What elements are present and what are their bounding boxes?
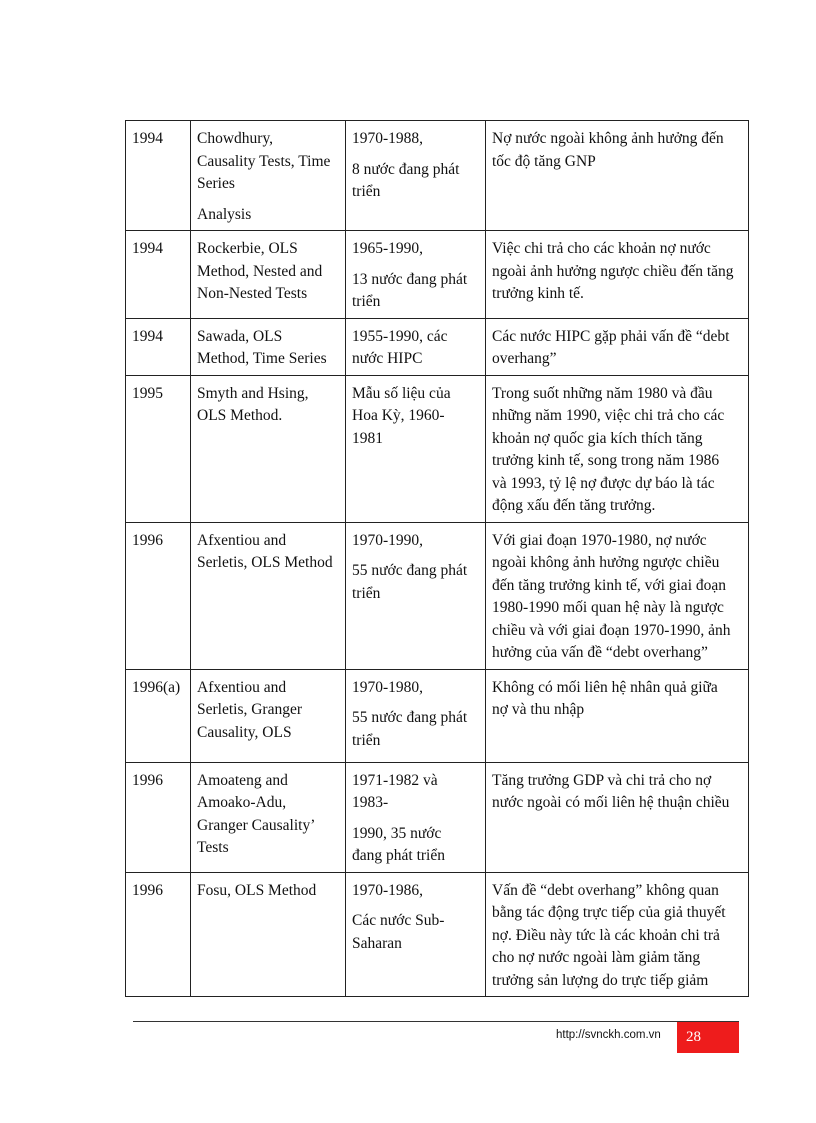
table-row bbox=[126, 231, 749, 319]
table-row bbox=[126, 872, 749, 997]
table-row bbox=[126, 669, 749, 762]
result-cell: Không có mối liên hệ nhân quả giữa nợ và thu nhập bbox=[486, 669, 749, 762]
year-cell: 1994 bbox=[126, 121, 191, 231]
result-cell: Trong suốt những năm 1980 và đầu những năm 1990, việc chi trả cho các khoản nợ quốc gia kích thích tăng trưởng kinh tế, song trong năm 1986 và 1993, tỷ lệ nợ được dự báo là tác động xấu đến tăng trưởng. bbox=[486, 375, 749, 522]
result-cell: Các nước HIPC gặp phải vấn đề “debt overhang” bbox=[486, 318, 749, 375]
sample-cell: Mẫu số liệu của Hoa Kỳ, 1960- 1981 bbox=[346, 375, 486, 522]
author-method-cell: Amoateng and Amoako-Adu, Granger Causality’ Tests bbox=[191, 762, 346, 872]
year-cell: 1994 bbox=[126, 318, 191, 375]
sample-cell: 1971-1982 và 1983- 1990, 35 nước đang phát triển bbox=[346, 762, 486, 872]
result-cell: Với giai đoạn 1970-1980, nợ nước ngoài không ảnh hưởng ngược chiều đến tăng trưởng kinh tế, với giai đoạn 1980-1990 mối quan hệ này là ngược chiều và với giai đoạn 1970-1990, ảnh hưởng của vấn đề “debt overhang” bbox=[486, 522, 749, 669]
author-method-cell: Sawada, OLS Method, Time Series bbox=[191, 318, 346, 375]
table-row bbox=[126, 375, 749, 522]
author-method-cell: Chowdhury, Causality Tests, Time Series Analysis bbox=[191, 121, 346, 231]
table-row bbox=[126, 121, 749, 231]
author-method-cell: Fosu, OLS Method bbox=[191, 872, 346, 997]
sample-cell: 1970-1988, 8 nước đang phát triển bbox=[346, 121, 486, 231]
table-row bbox=[126, 318, 749, 375]
author-method-cell: Afxentiou and Serletis, Granger Causality, OLS bbox=[191, 669, 346, 762]
result-cell: Tăng trưởng GDP và chi trả cho nợ nước ngoài có mối liên hệ thuận chiều bbox=[486, 762, 749, 872]
year-cell: 1996(a) bbox=[126, 669, 191, 762]
literature-review-table bbox=[125, 120, 749, 997]
footer-divider bbox=[133, 1021, 739, 1022]
year-cell: 1996 bbox=[126, 872, 191, 997]
sample-cell: 1970-1980, 55 nước đang phát triển bbox=[346, 669, 486, 762]
sample-cell: 1965-1990, 13 nước đang phát triển bbox=[346, 231, 486, 319]
page-number-badge: 28 bbox=[677, 1022, 739, 1053]
sample-cell: 1970-1986, Các nước Sub- Saharan bbox=[346, 872, 486, 997]
footer-url-link[interactable]: http://svnckh.com.vn bbox=[556, 1029, 661, 1041]
year-cell: 1996 bbox=[126, 762, 191, 872]
year-cell: 1994 bbox=[126, 231, 191, 319]
author-method-cell: Rockerbie, OLS Method, Nested and Non-Nested Tests bbox=[191, 231, 346, 319]
author-method-cell: Afxentiou and Serletis, OLS Method bbox=[191, 522, 346, 669]
year-cell: 1995 bbox=[126, 375, 191, 522]
table-row bbox=[126, 762, 749, 872]
sample-cell: 1955-1990, các nước HIPC bbox=[346, 318, 486, 375]
result-cell: Vấn đề “debt overhang” không quan bằng tác động trực tiếp của giả thuyết nợ. Điều này tức là các khoản chi trả cho nợ nước ngoài làm giảm tăng trưởng sản lượng do trực tiếp giảm bbox=[486, 872, 749, 997]
sample-cell: 1970-1990, 55 nước đang phát triển bbox=[346, 522, 486, 669]
table-row bbox=[126, 522, 749, 669]
result-cell: Nợ nước ngoài không ảnh hưởng đến tốc độ tăng GNP bbox=[486, 121, 749, 231]
author-method-cell: Smyth and Hsing, OLS Method. bbox=[191, 375, 346, 522]
year-cell: 1996 bbox=[126, 522, 191, 669]
result-cell: Việc chi trả cho các khoản nợ nước ngoài ảnh hưởng ngược chiều đến tăng trưởng kinh tế. bbox=[486, 231, 749, 319]
